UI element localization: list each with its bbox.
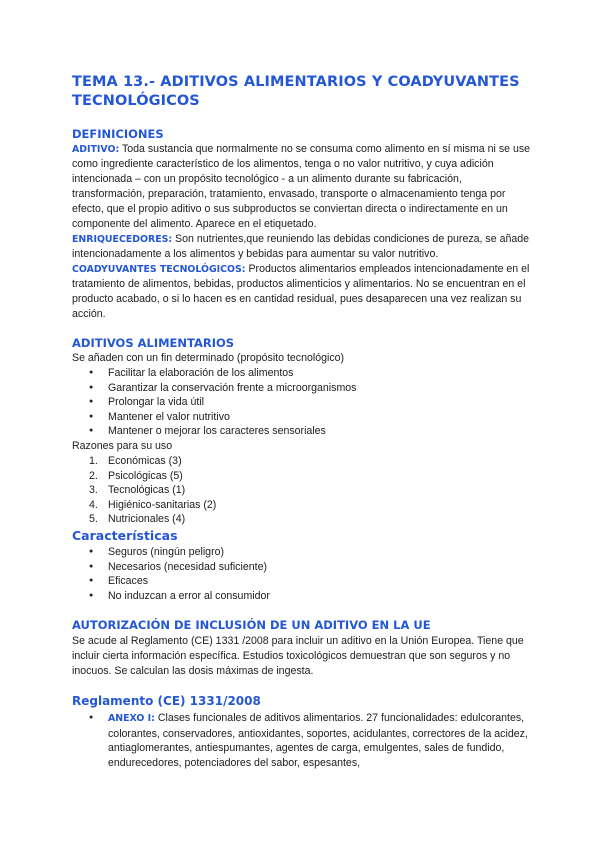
label-anexo: ANEXO I: [108,713,155,724]
list-item: ● No induzcan a error al consumidor [72,589,532,604]
heading-aditivos: ADITIVOS ALIMENTARIOS [72,336,235,350]
list-item: ● Seguros (ningún peligro) [72,545,532,560]
heading-caracteristicas: Características [72,528,178,543]
text-aditivo: Toda sustancia que normalmente no se consuma como alimento en sí misma ni se use como ingrediente característico de los alimentos, tenga o no valor nutritivo, y cuya adición intencionada – con un propósito tecnológico - a un alimento durante su fabricación, transformación, preparación, tratamiento, envasado, transporte o almacenamiento tenga por efecto, que el propio aditivo o sus subproductos se conviertan directa o indirectamente en un componente del alimento. Aparece en el etiquetado. [72,143,531,230]
list-item: ● Facilitar la elaboración de los alimentos [72,366,532,381]
list-item: ● Prolongar la vida útil [72,395,532,410]
list-item: ● Necesarios (necesidad suficiente) [72,560,532,575]
label-coadyuvantes: COADYUVANTES TECNOLÓGICOS: [72,264,246,275]
def-coadyuvantes [72,262,532,322]
caracteristicas-body [72,545,532,603]
label-aditivo: ADITIVO: [72,144,120,155]
list-item: 5. Nutricionales (4) [89,513,186,526]
def-aditivo [72,142,532,232]
fines-list [72,366,532,439]
caracteristicas-list [72,545,532,603]
document-title: TEMA 13.- ADITIVOS ALIMENTARIOS Y COADYUVANTES TECNOLÓGICOS [72,74,520,109]
razones-intro: Razones para su uso [72,439,173,452]
list-item: ● Mantener el valor nutritivo [72,410,532,425]
heading-autorizacion: AUTORIZACIÓN DE INCLUSIÓN DE UN ADITIVO EN LA UE [72,618,431,632]
list-item [72,711,532,770]
list-item: 1. Económicas (3) [89,454,182,467]
autorizacion-body [72,634,532,679]
text-enriquecedores: Son nutrientes,que reuniendo las debidas condiciones de pureza, se añade intencionadamente a los alimentos y bebidas para aumentar su valor nutritivo. [72,233,530,260]
reglamento-body [72,711,532,770]
anexo-list [72,711,532,770]
heading-definiciones: DEFINICIONES [72,127,164,141]
list-item: ● Garantizar la conservación frente a microorganismos [72,381,532,396]
razones-list [72,454,532,527]
list-item: 4. Higiénico-sanitarias (2) [89,498,217,511]
heading-reglamento: Reglamento (CE) 1331/2008 [72,694,261,708]
text-anexo: Clases funcionales de aditivos alimentarios. 27 funcionalidades: edulcorantes, colorantes, conservadores, antioxidantes, soportes, acidulantes, correctores de la acidez, antiaglomerantes, antiespumantes, agentes de carga, emulgentes, sales de fundido, endurecedores, potenciadores del sabor, espesantes, [108,712,528,769]
list-item: ● Eficaces [72,574,532,589]
list-item: 2. Psicológicas (5) [89,469,183,482]
label-enriquecedores: ENRIQUECEDORES: [72,234,173,245]
autorizacion-text: Se acude al Reglamento (CE) 1331 /2008 para incluir un aditivo en la Unión Europea. Tiene que incluir cierta información específica. Estudios toxicológicos demuestran que son seguros y no inocuos. Se calculan las dosis máximas de ingesta. [72,635,524,677]
text-coadyuvantes: Productos alimentarios empleados intencionadamente en el tratamiento de alimentos, bebidas, productos alimenticios y alimentarios. No se encuentran en el producto acabado, o si lo hacen es en cantidad residual, pues desaparecen una vez realizan su acción. [72,263,530,320]
aditivos-intro: Se añaden con un fin determinado (propósito tecnológico) [72,352,345,364]
def-enriquecedores [72,232,532,262]
aditivos-body [72,351,532,527]
list-item: ● Mantener o mejorar los caracteres sensoriales [72,424,532,439]
list-item: 3. Tecnológicas (1) [89,484,186,497]
definiciones-body [72,142,532,322]
